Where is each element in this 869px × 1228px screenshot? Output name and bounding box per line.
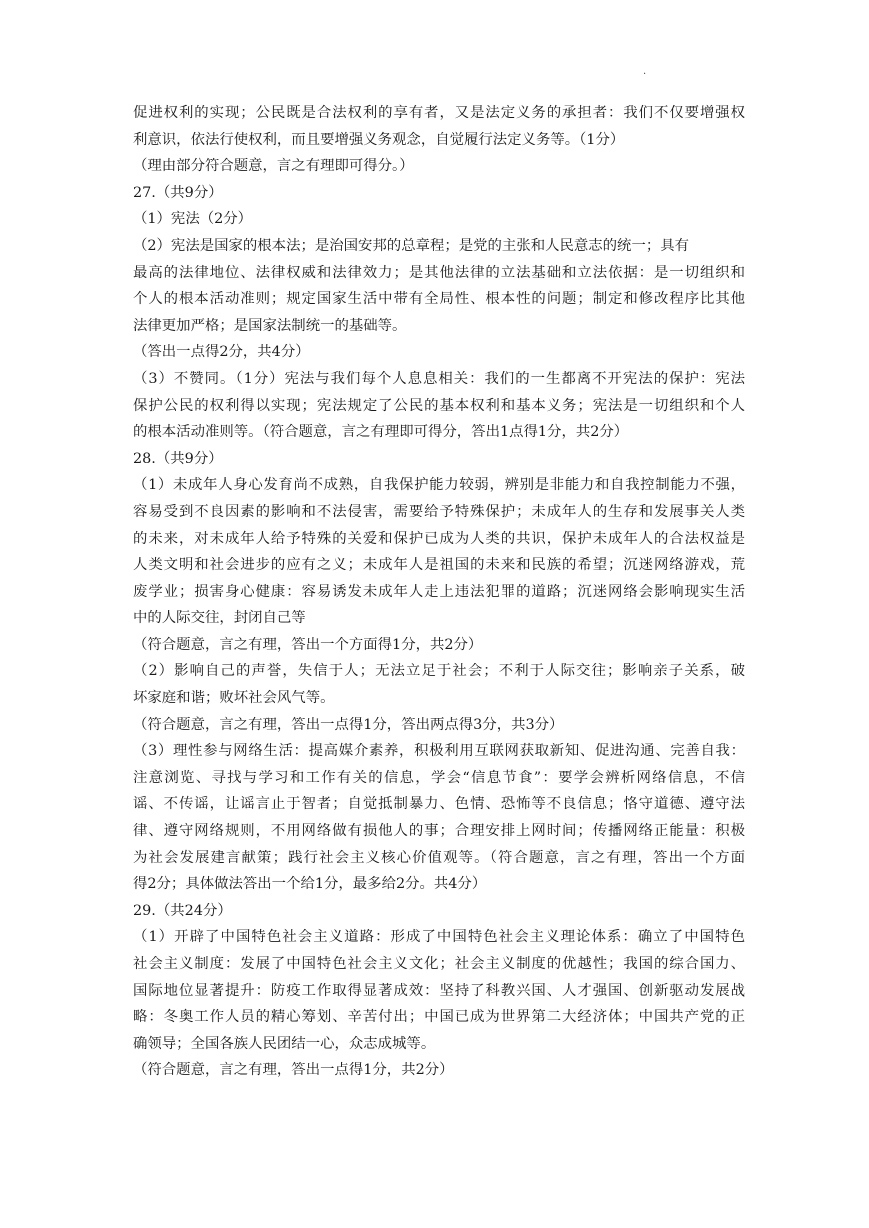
text-line: （1）开辟了中国特色社会主义道路：形成了中国特色社会主义理论体系：确立了中国特色	[133, 929, 745, 946]
text-line: 利意识，依法行使权利，而且要增强义务观念，自觉履行法定义务等。（1分）	[133, 131, 625, 148]
text-line: 27.（共9分）	[133, 184, 223, 201]
text-line: 保护公民的权利得以实现；宪法规定了公民的基本权利和基本义务；宪法是一切组织和个人	[133, 397, 745, 414]
text-line: （2）影响自己的声誉，失信于人；无法立足于社会；不利于人际交往；影响亲子关系，破	[133, 663, 745, 680]
text-line: 最高的法律地位、法律权威和法律效力；是其他法律的立法基础和立法依据：是一切组织和	[133, 264, 745, 281]
text-line: （答出一点得2分，共4分）	[133, 344, 310, 361]
text-line: 中的人际交往，封闭自己等	[133, 610, 306, 627]
text-line: 法律更加严格；是国家法制统一的基础等。	[133, 317, 407, 334]
text-line: 为社会发展建言献策；践行社会主义核心价值观等。（符合题意，言之有理，答出一个方面	[133, 849, 745, 866]
text-line: 律、遵守网络规则，不用网络做有损他人的事；合理安排上网时间；传播网络正能量：积极	[133, 823, 745, 840]
text-line: （符合题意，言之有理，答出一点得1分，共2分）	[133, 1062, 454, 1079]
text-line: 注意浏览、寻找与学习和工作有关的信息，学会“信息节食”：要学会辨析网络信息，不信	[133, 769, 745, 786]
text-line: （3）不赞同。（1分）宪法与我们每个人息息相关：我们的一生都离不开宪法的保护：宪法	[133, 370, 745, 387]
text-line: 确领导；全国各族人民团结一心，众志成城等。	[133, 1035, 436, 1052]
text-line: （理由部分符合题意，言之有理即可得分。）	[133, 158, 414, 175]
text-line: 28.（共9分）	[133, 450, 223, 467]
text-line: 坏家庭和谐；败坏社会风气等。	[133, 690, 335, 707]
text-line: 的根本活动准则等。（符合题意，言之有理即可得分，答出1点得1分，共2分）	[133, 424, 629, 441]
text-line: 谣、不传谣，让谣言止于智者；自觉抵制暴力、色情、恐怖等不良信息；恪守道德、遵守法	[133, 796, 745, 813]
text-line: （1）未成年人身心发育尚不成熟，自我保护能力较弱，辨别是非能力和自我控制能力不强，	[133, 477, 745, 494]
text-line: 人类文明和社会进步的应有之义；未成年人是祖国的未来和民族的希望；沉迷网络游戏，荒	[133, 557, 745, 574]
header-dot: .	[643, 66, 647, 77]
text-line: 国际地位显著提升：防疫工作取得显著成效：坚持了科教兴国、人才强国、创新驱动发展战	[133, 982, 745, 999]
text-line: 29.（共24分）	[133, 902, 232, 919]
text-line: 废学业；损害身心健康：容易诱发未成年人走上违法犯罪的道路；沉迷网络会影响现实生活	[133, 583, 745, 600]
text-line: 社会主义制度：发展了中国特色社会主义文化；社会主义制度的优越性；我国的综合国力、	[133, 956, 745, 972]
text-line: （2）宪法是国家的根本法；是治国安邦的总章程；是党的主张和人民意志的统一；具有	[133, 237, 690, 254]
text-line: 个人的根本活动准则；规定国家生活中带有全局性、根本性的问题；制定和修改程序比其他	[133, 291, 745, 308]
text-line: （符合题意，言之有理，答出一点得1分，答出两点得3分，共3分）	[133, 716, 564, 733]
text-line: 得2分；具体做法答出一个给1分，最多给2分。共4分）	[133, 876, 487, 893]
text-line: 容易受到不良因素的影响和不法侵害，需要给予特殊保护；未成年人的生存和发展事关人类	[133, 503, 745, 520]
text-line: （1）宪法（2分）	[133, 211, 253, 228]
text-line: 促进权利的实现；公民既是合法权利的享有者，又是法定义务的承担者：我们不仅要增强权	[133, 105, 745, 121]
text-line: （符合题意，言之有理，答出一个方面得1分，共2分）	[133, 636, 483, 653]
text-line: 略：冬奥工作人员的精心筹划、辛苦付出；中国已成为世界第二大经济体；中国共产党的正	[133, 1009, 745, 1026]
answer-text-body	[133, 100, 745, 1084]
text-line: 的未来，对未成年人给予特殊的关爱和保护已成为人类的共识，保护未成年人的合法权益是	[133, 530, 745, 547]
text-line: （3）理性参与网络生活：提高媒介素养，积极利用互联网获取新知、促进沟通、完善自我：	[133, 743, 745, 760]
